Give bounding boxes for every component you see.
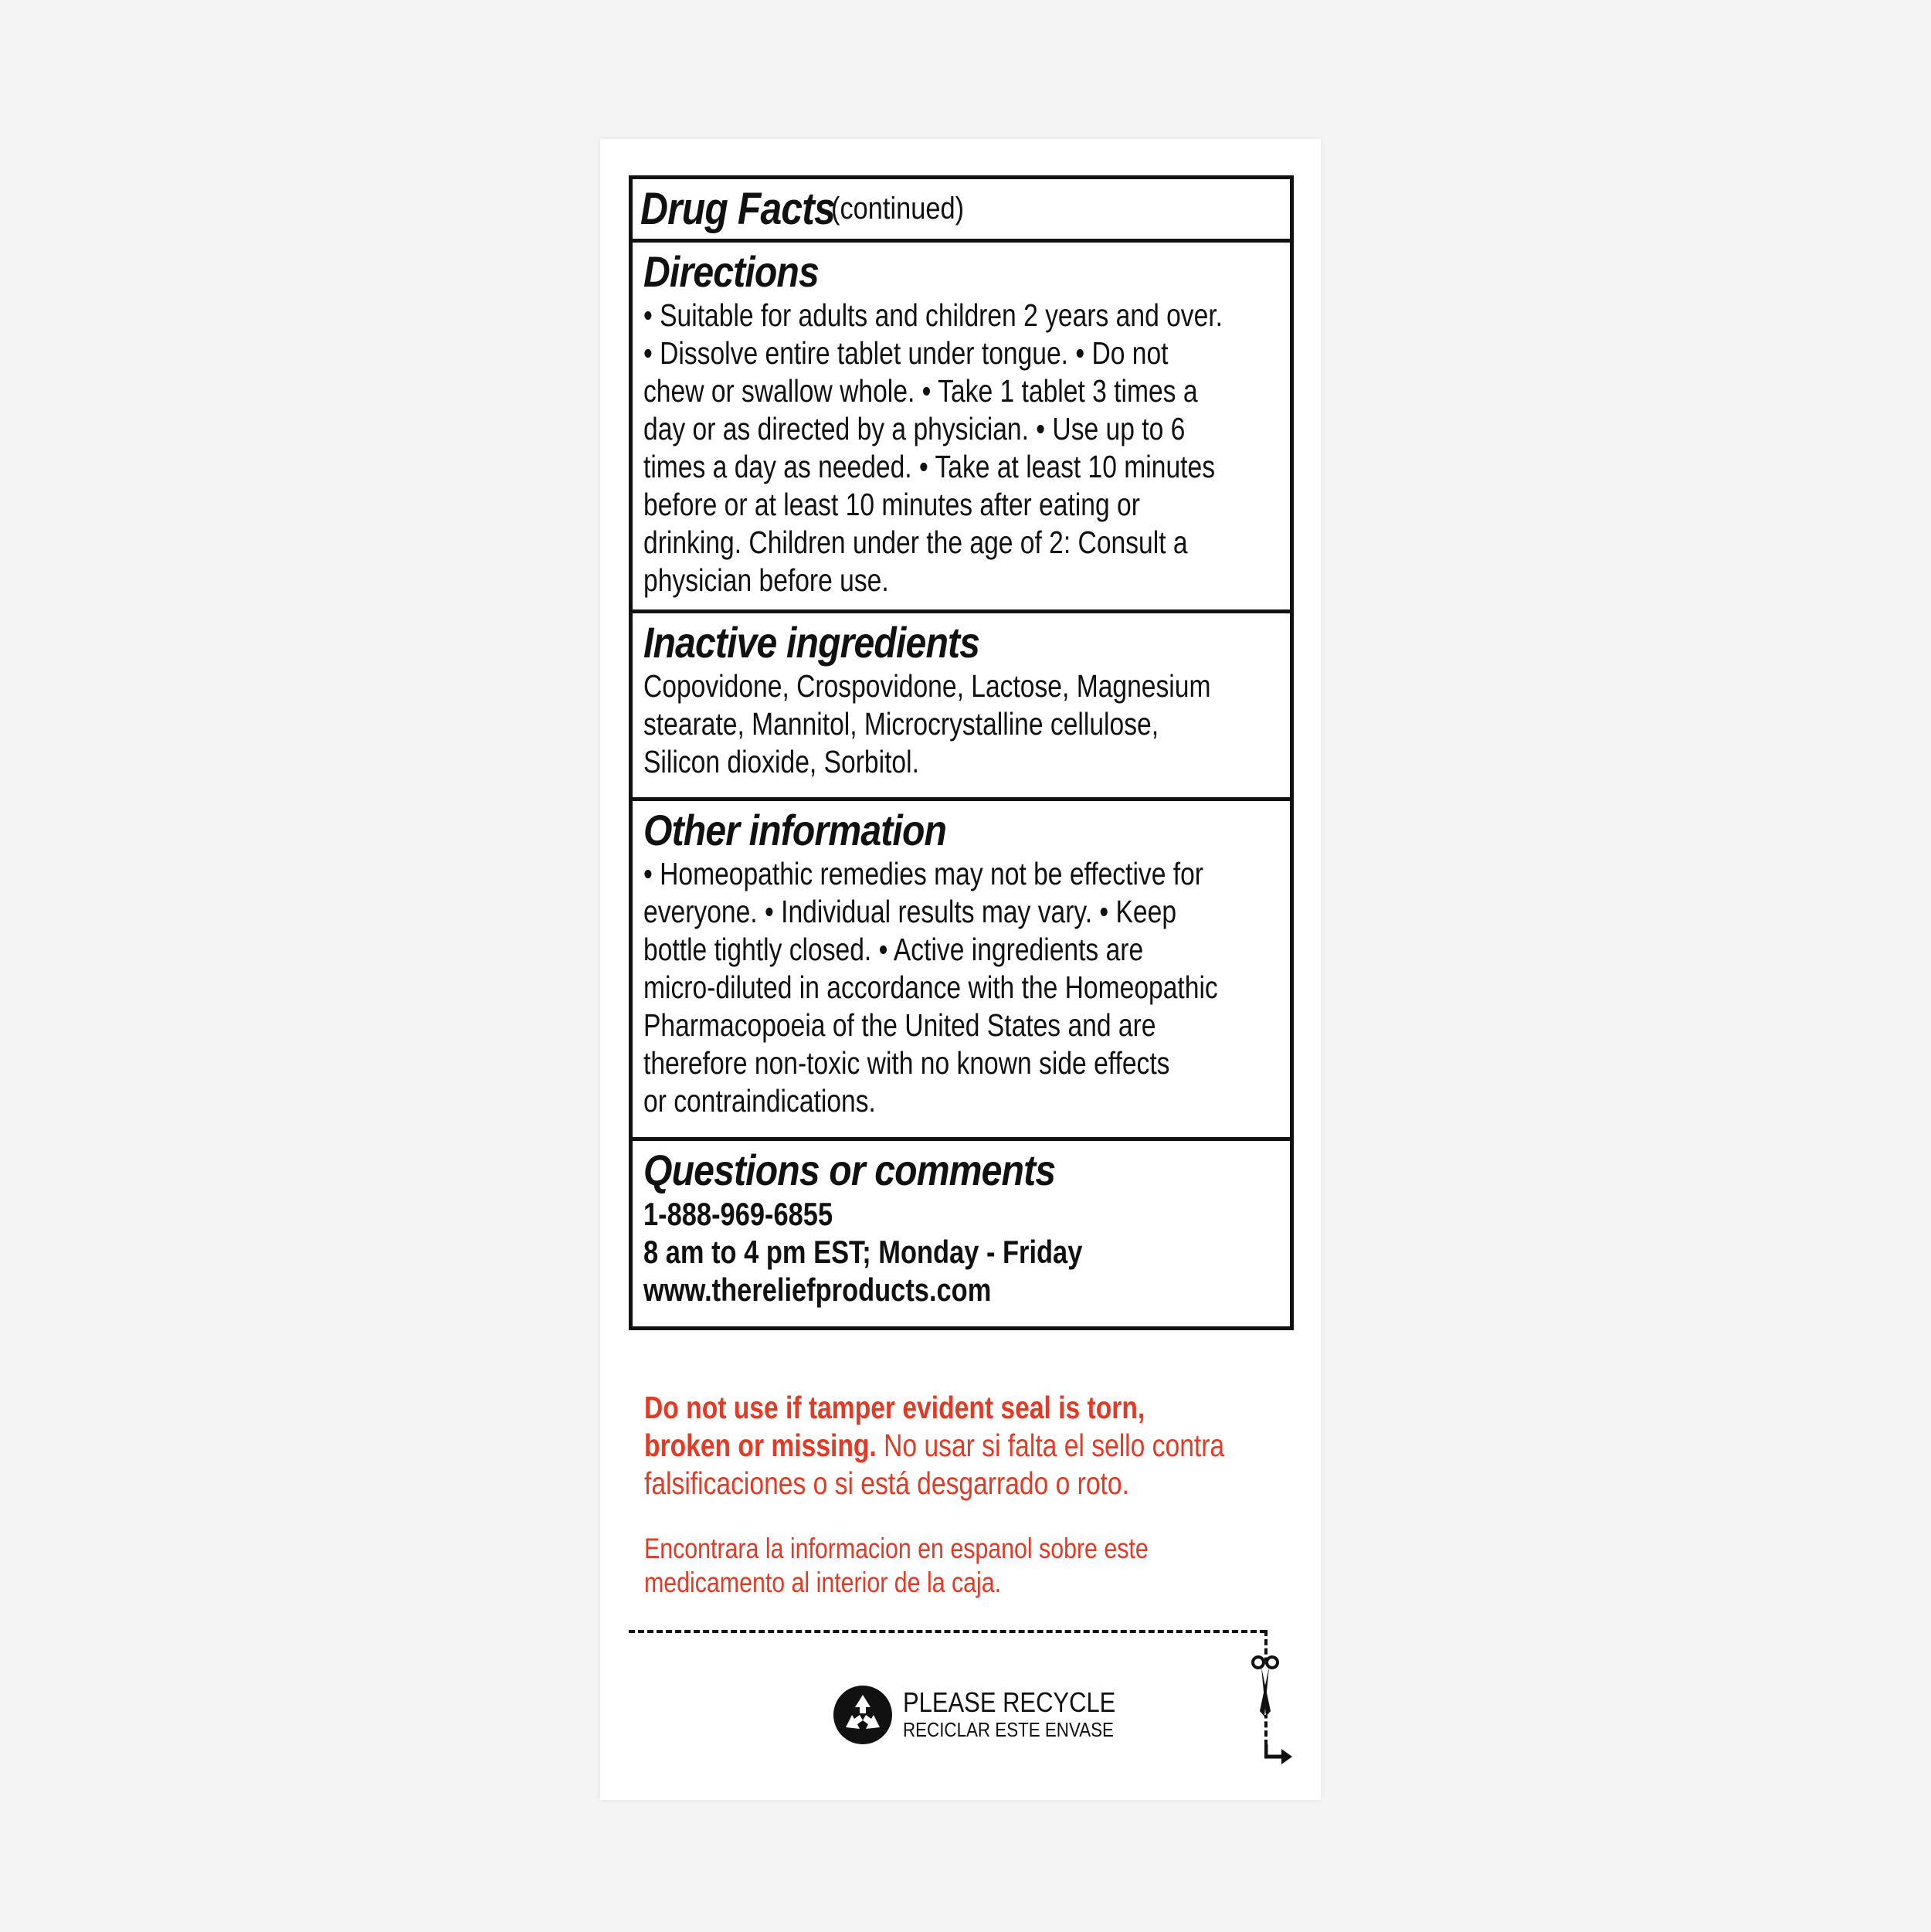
- directions-line: before or at least 10 minutes after eating or: [643, 487, 1140, 522]
- phone-number: 1-888-969-6855: [643, 1196, 833, 1232]
- drug-facts-continued: (continued): [830, 192, 965, 226]
- spanish-info-note: [644, 1532, 1278, 1600]
- questions-title: Questions or comments: [643, 1146, 1056, 1194]
- other-line: Pharmacopoeia of the United States and are: [643, 1007, 1156, 1043]
- tamper-warning-bold-2: broken or missing.: [644, 1428, 877, 1463]
- recycle-label: [903, 1687, 1150, 1741]
- directions-line: drinking. Children under the age of 2: Consult a: [643, 525, 1188, 560]
- tamper-warning-bold-1: Do not use if tamper evident seal is torn,: [644, 1390, 1145, 1425]
- cut-line-horizontal: [629, 1630, 1266, 1633]
- website-link: www.thereliefproducts.com: [643, 1272, 992, 1308]
- directions-section: [633, 243, 1290, 613]
- drug-facts-title: Drug Facts: [640, 184, 835, 234]
- recycle-label-es: RECICLAR ESTE ENVASE: [903, 1718, 1114, 1741]
- inactive-ingredients-section: [633, 613, 1290, 801]
- other-information-title: Other information: [643, 806, 947, 854]
- scissors-icon: [1247, 1653, 1283, 1723]
- tamper-warning-spanish-inline: No usar si falta el sello contra: [876, 1428, 1225, 1463]
- spanish-note-line: Encontrara la informacion en espanol sobre este: [644, 1533, 1149, 1564]
- directions-line: chew or swallow whole. • Take 1 tablet 3 times a: [643, 373, 1198, 409]
- questions-section: [633, 1141, 1290, 1326]
- other-information-text: [643, 855, 1286, 1120]
- other-line: • Homeopathic remedies may not be effective for: [643, 856, 1204, 891]
- recycle-icon: [832, 1684, 894, 1746]
- drug-facts-header: [633, 179, 1290, 243]
- label-panel: [600, 139, 1321, 1800]
- directions-line: day or as directed by a physician. • Use up to 6: [643, 411, 1186, 446]
- drug-facts-box: [629, 175, 1294, 1330]
- arrow-right-icon: [1264, 1743, 1295, 1766]
- inactive-line: Silicon dioxide, Sorbitol.: [643, 744, 919, 779]
- directions-line: • Dissolve entire tablet under tongue. • Do not: [643, 335, 1169, 371]
- other-line: everyone. • Individual results may vary. • Keep: [643, 894, 1177, 929]
- directions-line: times a day as needed. • Take at least 10 minutes: [643, 449, 1216, 484]
- directions-title: Directions: [643, 247, 819, 296]
- directions-line: physician before use.: [643, 562, 889, 598]
- other-line: or contraindications.: [643, 1083, 876, 1119]
- contact-hours: 8 am to 4 pm EST; Monday - Friday: [643, 1234, 1083, 1270]
- directions-line: • Suitable for adults and children 2 years and over.: [643, 297, 1223, 333]
- inactive-ingredients-title: Inactive ingredients: [643, 618, 980, 667]
- other-line: therefore non-toxic with no known side effects: [643, 1045, 1170, 1081]
- tamper-warning-spanish-line: falsificaciones o si está desgarrado o roto.: [644, 1465, 1129, 1501]
- tamper-warning: [644, 1389, 1278, 1502]
- inactive-line: Copovidone, Crospovidone, Lactose, Magnesium: [643, 668, 1211, 704]
- inactive-ingredients-text: [643, 667, 1286, 781]
- questions-contact: [643, 1195, 1286, 1309]
- other-information-section: [633, 801, 1290, 1141]
- spanish-note-line: medicamento al interior de la caja.: [644, 1567, 1002, 1598]
- inactive-line: stearate, Mannitol, Microcrystalline cellulose,: [643, 706, 1159, 742]
- other-line: micro-diluted in accordance with the Homeopathic: [643, 969, 1218, 1005]
- other-line: bottle tightly closed. • Active ingredients are: [643, 932, 1144, 967]
- directions-text: [643, 297, 1286, 599]
- recycle-label-en: PLEASE RECYCLE: [903, 1686, 1116, 1718]
